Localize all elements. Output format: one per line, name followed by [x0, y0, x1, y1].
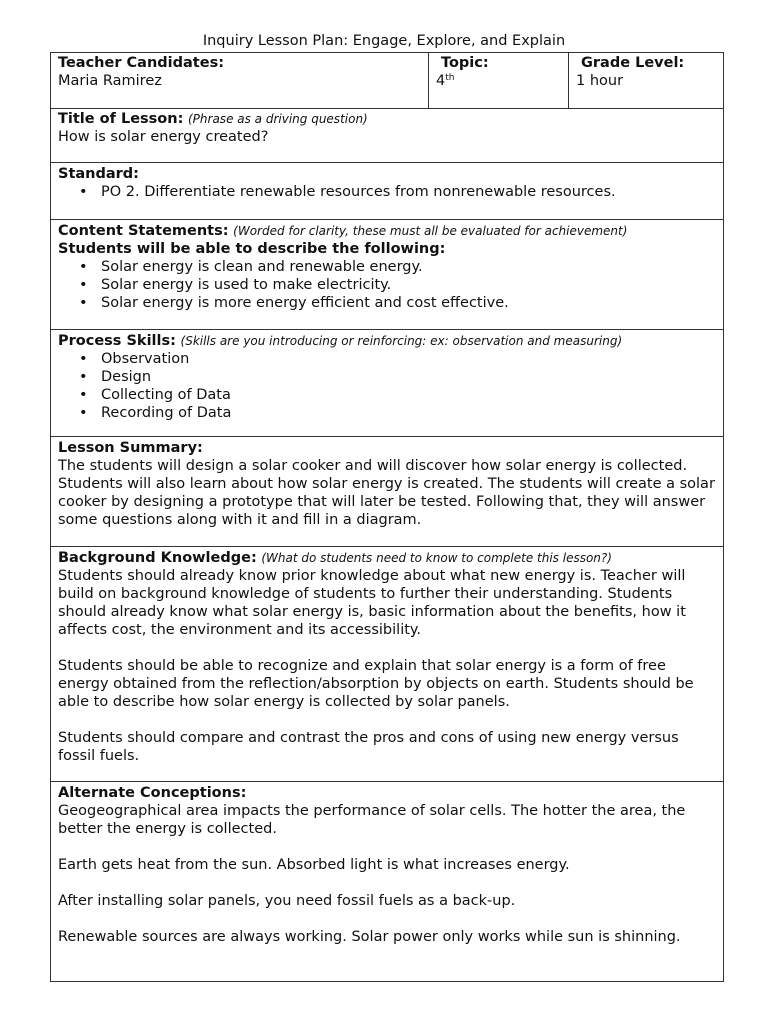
- lesson-plan-table: [50, 52, 724, 982]
- grade-label: Grade Level:: [581, 55, 685, 71]
- background-paragraph: Students should compare and contrast the pros and cons of using new energy versus fossil fuels.: [58, 730, 679, 764]
- process-section: [51, 330, 723, 437]
- alternate-section: [51, 782, 723, 981]
- summary-section: [51, 437, 723, 547]
- content-note: (Worded for clarity, these must all be evaluated for achievement): [233, 224, 628, 238]
- list-item: • Collecting of Data: [101, 386, 716, 404]
- background-label: Background Knowledge:: [58, 550, 257, 566]
- list-item: • Observation: [101, 350, 716, 368]
- summary-text: The students will design a solar cooker and will discover how solar energy is collected. Students will also learn about how solar energy is created. The students will create a solar cooker by designing a prototype that will later be tested. Following that, they will answer some questions along with it and fill in a diagram.: [58, 458, 715, 528]
- alternate-paragraph: After installing solar panels, you need fossil fuels as a back-up.: [58, 893, 516, 909]
- topic-value-wrap: [436, 72, 561, 91]
- title-label: Title of Lesson:: [58, 111, 184, 127]
- standard-list: [58, 183, 716, 201]
- process-list: [58, 350, 716, 422]
- content-section: [51, 220, 723, 330]
- background-paragraph: Students should already know prior knowledge about what new energy is. Teacher will build on background knowledge of students to further their understanding. Students should already know what solar energy is, basic information about the benefits, how it affects cost, the environment and its accessibility.: [58, 568, 686, 638]
- content-label: Content Statements:: [58, 223, 229, 239]
- list-item: • PO 2. Differentiate renewable resources from nonrenewable resources.: [101, 183, 716, 201]
- topic-value: 4: [436, 73, 446, 89]
- teacher-label: Teacher Candidates:: [58, 55, 224, 71]
- background-note: (What do students need to know to complete this lesson?): [261, 551, 612, 565]
- title-section: [51, 108, 723, 163]
- topic-superscript: th: [445, 73, 455, 83]
- title-note: (Phrase as a driving question): [188, 112, 368, 126]
- background-section: [51, 547, 723, 782]
- alternate-paragraph: Geogeographical area impacts the performance of solar cells. The hotter the area, the better the energy is collected.: [58, 803, 686, 837]
- content-list: [58, 258, 716, 312]
- list-item: • Recording of Data: [101, 404, 716, 422]
- process-note: (Skills are you introducing or reinforcing: ex: observation and measuring): [180, 334, 623, 348]
- process-label: Process Skills:: [58, 333, 176, 349]
- topic-label: Topic:: [441, 55, 489, 71]
- list-item: • Design: [101, 368, 716, 386]
- list-item: • Solar energy is more energy efficient and cost effective.: [101, 294, 716, 312]
- grade-value: 1 hour: [576, 73, 624, 89]
- topic-cell: [429, 53, 569, 108]
- list-item: • Solar energy is used to make electricity.: [101, 276, 716, 294]
- background-paragraph: Students should be able to recognize and explain that solar energy is a form of free energy obtained from the reflection/absorption by objects on earth. Students should be able to describe how solar energy is collected by solar panels.: [58, 658, 694, 710]
- header-row: [51, 53, 723, 109]
- standard-section: [51, 163, 723, 220]
- title-text: How is solar energy created?: [58, 129, 269, 145]
- document-title: Inquiry Lesson Plan: Engage, Explore, and Explain: [202, 33, 566, 49]
- grade-cell: [569, 53, 723, 108]
- alternate-paragraph: Renewable sources are always working. Solar power only works while sun is shinning.: [58, 929, 681, 945]
- list-item: • Solar energy is clean and renewable energy.: [101, 258, 716, 276]
- teacher-value: Maria Ramirez: [58, 73, 162, 89]
- teacher-cell: [51, 53, 429, 108]
- standard-label: Standard:: [58, 166, 139, 182]
- alternate-label: Alternate Conceptions:: [58, 785, 247, 801]
- alternate-paragraph: Earth gets heat from the sun. Absorbed light is what increases energy.: [58, 857, 570, 873]
- content-subheading: Students will be able to describe the following:: [58, 241, 446, 257]
- summary-label: Lesson Summary:: [58, 440, 203, 456]
